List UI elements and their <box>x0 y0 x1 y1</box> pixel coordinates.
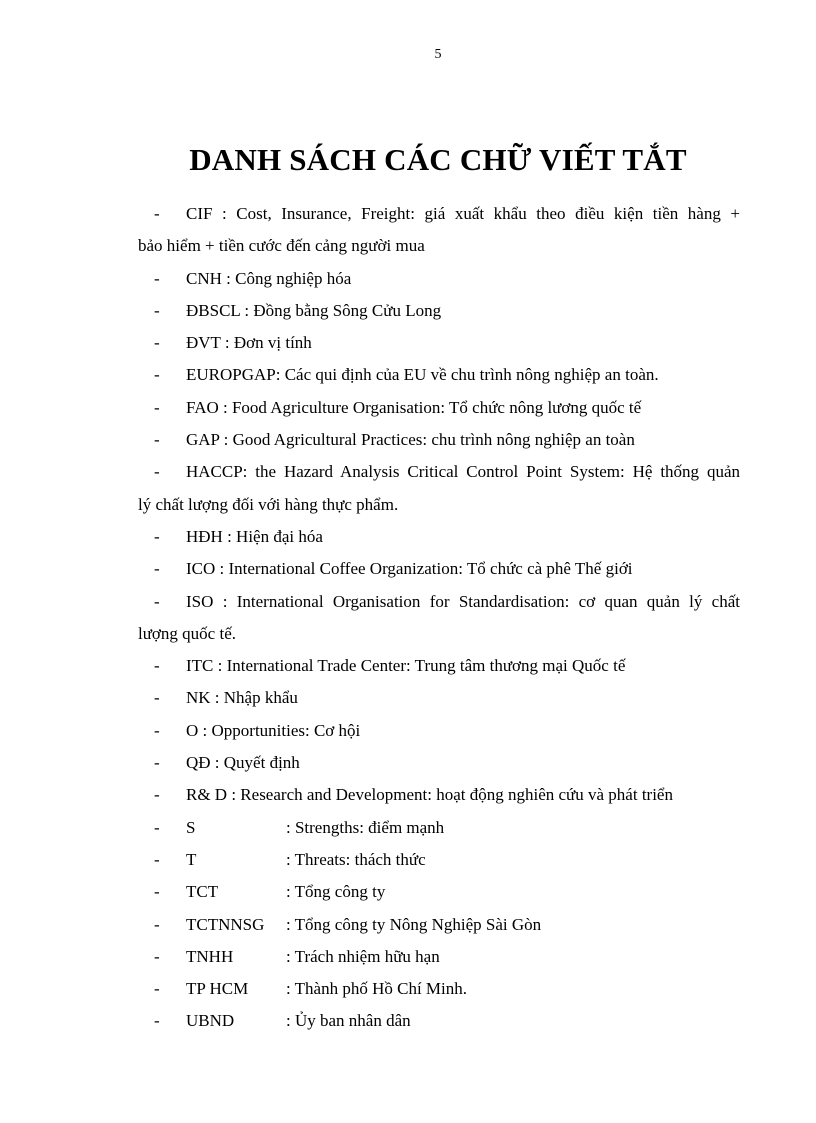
list-item-text: ITC : International Trade Center: Trung tâm thương mại Quốc tế <box>186 656 626 676</box>
list-item <box>138 812 740 844</box>
list-bullet: - <box>154 979 160 999</box>
list-item <box>138 650 740 682</box>
abbreviation-term: UBND <box>186 1011 235 1031</box>
list-bullet: - <box>154 785 160 805</box>
list-item <box>138 198 740 263</box>
list-item-text: ISO : International Organisation for Standardisation: cơ quan quản lý chất <box>186 591 740 611</box>
abbreviation-definition: : Tổng công ty <box>286 882 386 902</box>
list-item <box>138 456 740 521</box>
list-item <box>138 682 740 714</box>
list-item-text: EUROPGAP: Các qui định của EU về chu trình nông nghiệp an toàn. <box>186 365 659 385</box>
list-item <box>138 327 740 359</box>
list-item <box>138 521 740 553</box>
abbreviation-term: T <box>186 849 197 869</box>
page-number: 5 <box>434 47 442 62</box>
list-item-text: R& D : Research and Development: hoạt động nghiên cứu và phát triển <box>186 785 673 805</box>
abbreviation-term: TP HCM <box>186 979 249 999</box>
list-item-text: CNH : Công nghiệp hóa <box>186 268 352 288</box>
list-bullet: - <box>154 300 160 320</box>
list-item <box>138 424 740 456</box>
abbreviation-definition: : Strengths: điểm mạnh <box>286 817 445 837</box>
list-item <box>138 909 740 941</box>
list-item <box>138 392 740 424</box>
abbreviation-term: TCT <box>186 882 219 902</box>
page-title: DANH SÁCH CÁC CHỮ VIẾT TẮT <box>189 142 687 177</box>
abbreviation-definition: : Tổng công ty Nông Nghiệp Sài Gòn <box>286 914 542 934</box>
abbreviation-term: TNHH <box>186 946 234 966</box>
list-item <box>138 973 740 1005</box>
list-item-text: QĐ : Quyết định <box>186 753 300 773</box>
list-item-text: ĐVT : Đơn vị tính <box>186 333 312 353</box>
list-bullet: - <box>154 365 160 385</box>
abbreviation-definition: : Trách nhiệm hữu hạn <box>286 946 440 966</box>
abbreviation-term: TCTNNSG <box>186 914 265 934</box>
list-bullet: - <box>154 268 160 288</box>
abbreviation-definition: : Threats: thách thức <box>286 849 426 869</box>
list-item-text: HACCP: the Hazard Analysis Critical Control Point System: Hệ thống quản <box>186 462 740 482</box>
list-bullet: - <box>154 720 160 740</box>
abbreviation-term: S <box>186 817 196 837</box>
list-bullet: - <box>154 333 160 353</box>
list-bullet: - <box>154 430 160 450</box>
list-item-continuation: lý chất lượng đối với hàng thực phẩm. <box>138 494 399 514</box>
list-item <box>138 1005 740 1037</box>
list-item-continuation: bảo hiểm + tiền cước đến cảng người mua <box>138 236 425 256</box>
list-item-text: O : Opportunities: Cơ hội <box>186 720 361 740</box>
list-bullet: - <box>154 817 160 837</box>
list-item-text: NK : Nhập khẩu <box>186 688 298 708</box>
list-bullet: - <box>154 591 160 611</box>
list-item-text: GAP : Good Agricultural Practices: chu trình nông nghiệp an toàn <box>186 430 635 450</box>
list-item-text: HĐH : Hiện đại hóa <box>186 526 323 546</box>
list-item <box>138 586 740 651</box>
list-bullet: - <box>154 914 160 934</box>
list-item <box>138 295 740 327</box>
list-bullet: - <box>154 559 160 579</box>
list-bullet: - <box>154 753 160 773</box>
list-bullet: - <box>154 882 160 902</box>
abbreviation-definition: : Ủy ban nhân dân <box>286 1011 411 1031</box>
list-bullet: - <box>154 397 160 417</box>
list-item-text: CIF : Cost, Insurance, Freight: giá xuất khẩu theo điều kiện tiền hàng + <box>186 204 740 223</box>
list-item <box>138 876 740 908</box>
list-bullet: - <box>154 688 160 708</box>
list-item <box>138 715 740 747</box>
list-item <box>138 941 740 973</box>
abbreviation-list <box>138 198 740 1038</box>
list-item <box>138 747 740 779</box>
list-bullet: - <box>154 204 160 223</box>
list-bullet: - <box>154 656 160 676</box>
list-bullet: - <box>154 526 160 546</box>
list-item <box>138 779 740 811</box>
list-bullet: - <box>154 1011 160 1031</box>
list-item-continuation: lượng quốc tế. <box>138 623 236 643</box>
list-bullet: - <box>154 462 160 482</box>
list-item-text: ĐBSCL : Đồng bằng Sông Cửu Long <box>186 300 442 320</box>
list-item-text: ICO : International Coffee Organization: Tổ chức cà phê Thế giới <box>186 559 633 579</box>
list-item <box>138 263 740 295</box>
list-bullet: - <box>154 946 160 966</box>
list-bullet: - <box>154 849 160 869</box>
list-item <box>138 553 740 585</box>
abbreviation-definition: : Thành phố Hồ Chí Minh. <box>286 979 468 999</box>
list-item <box>138 359 740 391</box>
list-item-text: FAO : Food Agriculture Organisation: Tổ chức nông lương quốc tế <box>186 397 642 417</box>
list-item <box>138 844 740 876</box>
